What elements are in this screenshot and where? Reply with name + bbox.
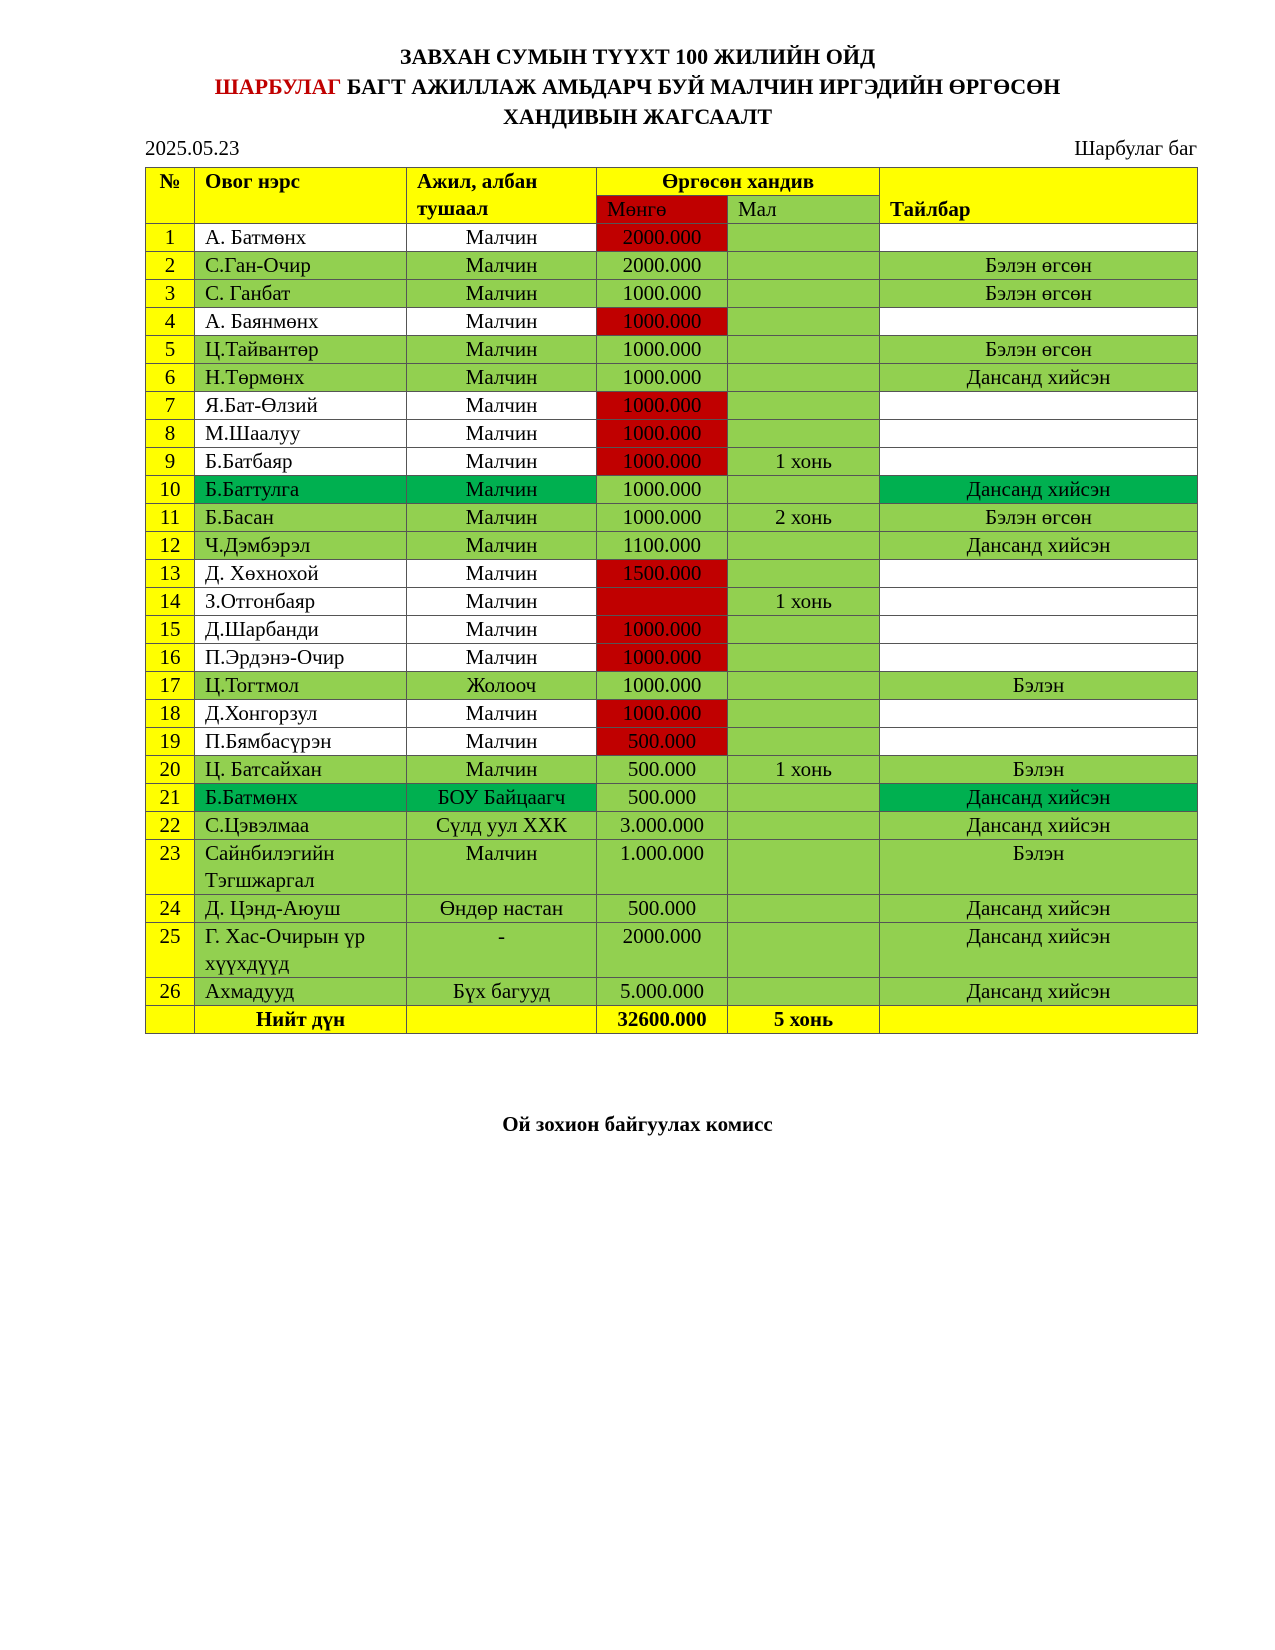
row-name: Б.Батмөнх (195, 784, 407, 812)
row-note: Дансанд хийсэн (880, 978, 1198, 1006)
document-location: Шарбулаг баг (1074, 136, 1197, 160)
row-job: Малчин (407, 840, 597, 895)
row-note (880, 308, 1198, 336)
row-name: Г. Хас-Очирын үр хүүхдүүд (195, 923, 407, 978)
row-job: Малчин (407, 364, 597, 392)
header-num: № (146, 168, 195, 224)
row-job: Малчин (407, 448, 597, 476)
row-num: 21 (146, 784, 195, 812)
row-num: 15 (146, 616, 195, 644)
row-job: Малчин (407, 532, 597, 560)
row-note: Бэлэн өгсөн (880, 336, 1198, 364)
row-name: Ч.Дэмбэрэл (195, 532, 407, 560)
row-livestock (728, 560, 880, 588)
row-livestock (728, 644, 880, 672)
row-note (880, 616, 1198, 644)
row-livestock (728, 364, 880, 392)
row-name: Д. Цэнд-Аюуш (195, 895, 407, 923)
row-num: 13 (146, 560, 195, 588)
row-money: 500.000 (597, 756, 728, 784)
row-num: 14 (146, 588, 195, 616)
row-livestock (728, 812, 880, 840)
row-money: 2000.000 (597, 224, 728, 252)
row-num: 23 (146, 840, 195, 895)
row-money: 2000.000 (597, 252, 728, 280)
row-num: 3 (146, 280, 195, 308)
row-job: Малчин (407, 252, 597, 280)
row-money: 1100.000 (597, 532, 728, 560)
row-money: 500.000 (597, 784, 728, 812)
row-num: 18 (146, 700, 195, 728)
row-livestock: 1 хонь (728, 448, 880, 476)
row-name: А. Батмөнх (195, 224, 407, 252)
row-job: Малчин (407, 280, 597, 308)
row-num: 1 (146, 224, 195, 252)
table-row (146, 978, 1198, 1006)
row-name: Б.Баттулга (195, 476, 407, 504)
row-name: Б.Басан (195, 504, 407, 532)
row-note: Дансанд хийсэн (880, 364, 1198, 392)
table-row (146, 812, 1198, 840)
row-money: 1000.000 (597, 364, 728, 392)
row-name: П.Эрдэнэ-Очир (195, 644, 407, 672)
row-money: 1000.000 (597, 700, 728, 728)
row-job: Бүх багууд (407, 978, 597, 1006)
row-name: М.Шаалуу (195, 420, 407, 448)
row-num: 10 (146, 476, 195, 504)
title-line-3: ХАНДИВЫН ЖАГСААЛТ (502, 104, 772, 129)
row-job: Малчин (407, 616, 597, 644)
row-name: А. Баянмөнх (195, 308, 407, 336)
table-row (146, 448, 1198, 476)
total-money: 32600.000 (597, 1006, 728, 1034)
row-name: Ц. Батсайхан (195, 756, 407, 784)
row-job: Малчин (407, 308, 597, 336)
table-row (146, 616, 1198, 644)
row-name: Сайнбилэгийн Тэгшжаргал (195, 840, 407, 895)
row-note: Бэлэн өгсөн (880, 280, 1198, 308)
row-name: Д.Хонгорзул (195, 700, 407, 728)
row-job: Малчин (407, 504, 597, 532)
row-name: С. Ганбат (195, 280, 407, 308)
table-row (146, 532, 1198, 560)
header-livestock: Мал (728, 196, 880, 224)
header-money: Мөнгө (597, 196, 728, 224)
row-note: Дансанд хийсэн (880, 532, 1198, 560)
table-row (146, 224, 1198, 252)
header-note: Тайлбар (880, 168, 1198, 224)
row-note (880, 392, 1198, 420)
row-job: БОУ Байцаагч (407, 784, 597, 812)
row-num: 11 (146, 504, 195, 532)
title-bag-name: ШАРБУЛАГ (214, 74, 342, 99)
signature-committee: Ой зохион байгуулах комисс (502, 1112, 773, 1136)
row-note (880, 588, 1198, 616)
row-job: Малчин (407, 476, 597, 504)
row-job: Жолооч (407, 672, 597, 700)
row-job: Малчин (407, 588, 597, 616)
row-job: Малчин (407, 756, 597, 784)
table-row (146, 840, 1198, 895)
table-row (146, 280, 1198, 308)
table-body (146, 224, 1198, 1006)
row-money: 500.000 (597, 728, 728, 756)
row-livestock (728, 420, 880, 448)
row-money: 1500.000 (597, 560, 728, 588)
row-note (880, 448, 1198, 476)
row-num: 2 (146, 252, 195, 280)
row-livestock (728, 978, 880, 1006)
total-label: Нийт дүн (195, 1006, 407, 1034)
row-livestock (728, 476, 880, 504)
row-note (880, 644, 1198, 672)
row-num: 20 (146, 756, 195, 784)
table-row (146, 644, 1198, 672)
row-note: Дансанд хийсэн (880, 476, 1198, 504)
row-job: Өндөр настан (407, 895, 597, 923)
table-row (146, 700, 1198, 728)
total-num-cell (146, 1006, 195, 1034)
header-name: Овог нэрс (195, 168, 407, 224)
row-job: Малчин (407, 700, 597, 728)
row-livestock (728, 840, 880, 895)
row-note: Дансанд хийсэн (880, 923, 1198, 978)
row-name: Ахмадууд (195, 978, 407, 1006)
row-note: Дансанд хийсэн (880, 895, 1198, 923)
row-note (880, 224, 1198, 252)
row-num: 9 (146, 448, 195, 476)
row-livestock: 1 хонь (728, 588, 880, 616)
table-row (146, 923, 1198, 978)
table-row (146, 476, 1198, 504)
row-livestock (728, 923, 880, 978)
row-job: Малчин (407, 644, 597, 672)
row-num: 16 (146, 644, 195, 672)
row-name: П.Бямбасүрэн (195, 728, 407, 756)
row-money: 1000.000 (597, 392, 728, 420)
row-livestock (728, 224, 880, 252)
row-note: Бэлэн өгсөн (880, 252, 1198, 280)
row-money: 1000.000 (597, 644, 728, 672)
row-note: Бэлэн (880, 840, 1198, 895)
table-row (146, 728, 1198, 756)
row-job: Малчин (407, 560, 597, 588)
row-job: Малчин (407, 224, 597, 252)
row-job: Малчин (407, 420, 597, 448)
row-money: 500.000 (597, 895, 728, 923)
table-row (146, 308, 1198, 336)
row-num: 12 (146, 532, 195, 560)
row-num: 6 (146, 364, 195, 392)
row-name: Я.Бат-Өлзий (195, 392, 407, 420)
total-job-cell (407, 1006, 597, 1034)
row-name: Б.Батбаяр (195, 448, 407, 476)
table-row (146, 364, 1198, 392)
row-name: Ц.Тайвантөр (195, 336, 407, 364)
row-num: 19 (146, 728, 195, 756)
total-livestock: 5 хонь (728, 1006, 880, 1034)
row-money: 5.000.000 (597, 978, 728, 1006)
row-money: 3.000.000 (597, 812, 728, 840)
row-num: 7 (146, 392, 195, 420)
donation-table (145, 167, 1198, 1034)
table-row (146, 560, 1198, 588)
row-num: 4 (146, 308, 195, 336)
row-money: 1000.000 (597, 504, 728, 532)
row-name: Н.Төрмөнх (195, 364, 407, 392)
header-job: Ажил, албан тушаал (407, 168, 597, 224)
row-livestock (728, 532, 880, 560)
table-row (146, 588, 1198, 616)
row-livestock (728, 784, 880, 812)
table-row (146, 756, 1198, 784)
table-row (146, 420, 1198, 448)
row-livestock (728, 308, 880, 336)
row-note (880, 700, 1198, 728)
row-money: 1000.000 (597, 308, 728, 336)
row-money: 1000.000 (597, 476, 728, 504)
row-money (597, 588, 728, 616)
row-money: 2000.000 (597, 923, 728, 978)
row-note: Дансанд хийсэн (880, 812, 1198, 840)
row-livestock (728, 280, 880, 308)
row-job: Сүлд уул ХХК (407, 812, 597, 840)
row-livestock (728, 728, 880, 756)
table-row (146, 336, 1198, 364)
row-num: 5 (146, 336, 195, 364)
table-row (146, 392, 1198, 420)
row-note: Дансанд хийсэн (880, 784, 1198, 812)
document-date: 2025.05.23 (145, 136, 240, 160)
row-num: 26 (146, 978, 195, 1006)
row-money: 1000.000 (597, 672, 728, 700)
table-row (146, 504, 1198, 532)
row-num: 8 (146, 420, 195, 448)
row-money: 1.000.000 (597, 840, 728, 895)
table-row (146, 784, 1198, 812)
row-livestock: 2 хонь (728, 504, 880, 532)
row-note: Бэлэн (880, 672, 1198, 700)
row-num: 24 (146, 895, 195, 923)
row-livestock: 1 хонь (728, 756, 880, 784)
row-money: 1000.000 (597, 448, 728, 476)
row-livestock (728, 392, 880, 420)
total-row (146, 1006, 1198, 1034)
table-row (146, 895, 1198, 923)
row-name: Д.Шарбанди (195, 616, 407, 644)
row-livestock (728, 252, 880, 280)
row-note (880, 728, 1198, 756)
row-name: С.Ган-Очир (195, 252, 407, 280)
title-line-2-rest: БАГТ АЖИЛЛАЖ АМЬДАРЧ БУЙ МАЛЧИН ИРГЭДИЙН ӨРГӨСӨН (341, 74, 1061, 99)
row-name: Ц.Тогтмол (195, 672, 407, 700)
table-row (146, 252, 1198, 280)
row-name: Д. Хөхнохой (195, 560, 407, 588)
row-money: 1000.000 (597, 280, 728, 308)
row-name: З.Отгонбаяр (195, 588, 407, 616)
row-name: С.Цэвэлмаа (195, 812, 407, 840)
row-livestock (728, 616, 880, 644)
row-job: Малчин (407, 392, 597, 420)
row-note (880, 560, 1198, 588)
row-note (880, 420, 1198, 448)
table-row (146, 672, 1198, 700)
row-livestock (728, 895, 880, 923)
row-livestock (728, 336, 880, 364)
row-num: 25 (146, 923, 195, 978)
row-num: 17 (146, 672, 195, 700)
row-note: Бэлэн (880, 756, 1198, 784)
row-money: 1000.000 (597, 336, 728, 364)
row-livestock (728, 672, 880, 700)
row-money: 1000.000 (597, 616, 728, 644)
row-job: Малчин (407, 728, 597, 756)
row-money: 1000.000 (597, 420, 728, 448)
row-job: - (407, 923, 597, 978)
total-note-cell (880, 1006, 1198, 1034)
row-job: Малчин (407, 336, 597, 364)
row-livestock (728, 700, 880, 728)
row-num: 22 (146, 812, 195, 840)
header-donation: Өргөсөн хандив (597, 168, 880, 196)
title-line-2 (0, 72, 1275, 102)
title-line-1: ЗАВХАН СУМЫН ТҮҮХТ 100 ЖИЛИЙН ОЙД (399, 44, 876, 69)
row-note: Бэлэн өгсөн (880, 504, 1198, 532)
